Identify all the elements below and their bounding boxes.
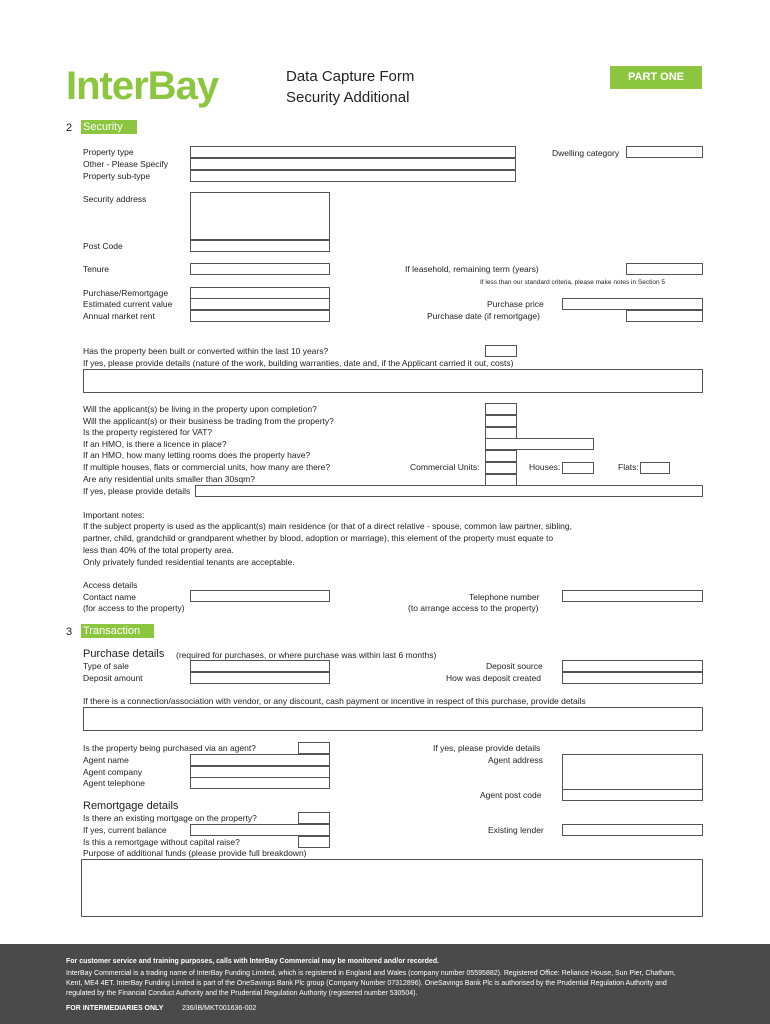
existing-lender-field[interactable] <box>562 824 703 836</box>
deposit-created-field[interactable] <box>562 672 703 684</box>
label-contact-name: Contact name <box>83 592 136 602</box>
answer-living[interactable] <box>485 403 517 415</box>
form-subtitle: Security Additional <box>286 89 410 106</box>
footer-code: 236/IB/MKT001636-002 <box>182 1005 257 1012</box>
label-purchase-date: Purchase date (if remortgage) <box>427 311 540 321</box>
tenure-field[interactable] <box>190 263 330 275</box>
contact-name-field[interactable] <box>190 590 330 602</box>
purchase-details-heading: Purchase details <box>83 648 165 660</box>
dwelling-category-field[interactable] <box>626 146 703 158</box>
label-connection-question: If there is a connection/association with vendor, or any discount, cash payment or incentive in respect of this purchase, provide details <box>83 696 586 706</box>
section-number: 3 <box>66 626 73 638</box>
security-address-field[interactable] <box>190 192 330 240</box>
question-living: Will the applicant(s) be living in the property upon completion? <box>83 404 317 414</box>
agent-name-field[interactable] <box>190 754 330 766</box>
section-heading-transaction: Transaction <box>81 624 154 638</box>
estimated-value-field[interactable] <box>190 298 330 310</box>
question-trading: Will the applicant(s) or their business be trading from the property? <box>83 416 334 426</box>
other-specify-field[interactable] <box>190 158 516 170</box>
label-purchase-price: Purchase price <box>487 299 544 309</box>
question-hmo-licence: If an HMO, is there a licence in place? <box>83 439 227 449</box>
current-balance-field[interactable] <box>190 824 330 836</box>
label-built-question: Has the property been built or converted within the last 10 years? <box>83 346 329 356</box>
label-agent-post-code: Agent post code <box>480 790 542 800</box>
footer-recording-notice: For customer service and training purposes, calls with InterBay Commercial may be monitored and/or recorded. <box>66 958 440 965</box>
answer-trading[interactable] <box>485 415 517 427</box>
label-commercial-units: Commercial Units: <box>410 462 480 472</box>
question-small-units: Are any residential units smaller than 30sqm? <box>83 474 255 484</box>
houses-field[interactable] <box>562 462 594 474</box>
purchase-price-field[interactable] <box>562 298 703 310</box>
remortgage-details-heading: Remortgage details <box>83 800 179 812</box>
label-flats: Flats: <box>618 462 639 472</box>
purchase-date-field[interactable] <box>626 310 703 322</box>
important-note-line: less than 40% of the total property area. <box>83 545 234 555</box>
capital-raise-field[interactable] <box>298 836 330 848</box>
contact-name-note: (for access to the property) <box>83 603 185 613</box>
deposit-source-field[interactable] <box>562 660 703 672</box>
section-heading-security: Security <box>81 120 137 134</box>
answer-hmo-licence[interactable] <box>485 438 594 450</box>
telephone-field[interactable] <box>562 590 703 602</box>
label-existing-mortgage: Is there an existing mortgage on the property? <box>83 813 257 823</box>
label-post-code: Post Code <box>83 241 123 251</box>
label-property-type: Property type <box>83 147 134 157</box>
label-access-details: Access details <box>83 580 138 590</box>
flats-field[interactable] <box>640 462 670 474</box>
label-dwelling-category: Dwelling category <box>552 148 620 158</box>
label-houses: Houses: <box>529 462 561 472</box>
question-small-units-details: If yes, please provide details <box>83 486 191 496</box>
leasehold-term-field[interactable] <box>626 263 703 275</box>
built-answer-field[interactable] <box>485 345 517 357</box>
purchase-details-note: (required for purchases, or where purchase was within last 6 months) <box>176 650 437 660</box>
commercial-units-field[interactable] <box>485 462 517 474</box>
question-vat: Is the property registered for VAT? <box>83 427 213 437</box>
label-agent-company: Agent company <box>83 767 143 777</box>
built-details-field[interactable] <box>83 369 703 393</box>
existing-mortgage-field[interactable] <box>298 812 330 824</box>
important-notes-title: Important notes: <box>83 510 145 520</box>
footer-legal-line: Kent, ME4 4ET. InterBay Funding Limited is part of the OneSavings Bank Plc group (Company Number 07312896). OneSavings Bank Plc is authorised by the Prudential Regulation Authority and <box>66 980 667 987</box>
deposit-amount-field[interactable] <box>190 672 330 684</box>
annual-rent-field[interactable] <box>190 310 330 322</box>
type-of-sale-field[interactable] <box>190 660 330 672</box>
section-number: 2 <box>66 122 73 134</box>
label-existing-lender: Existing lender <box>488 825 544 835</box>
label-agent-if-yes: If yes, please provide details <box>433 743 541 753</box>
footer-intermediaries: FOR INTERMEDIARIES ONLY <box>66 1005 164 1012</box>
property-subtype-field[interactable] <box>190 170 516 182</box>
label-leasehold-term: If leasehold, remaining term (years) <box>405 264 539 274</box>
connection-details-field[interactable] <box>83 707 703 731</box>
label-deposit-created: How was deposit created <box>446 673 541 683</box>
answer-hmo-rooms[interactable] <box>485 450 517 462</box>
label-agent-telephone: Agent telephone <box>83 778 145 788</box>
via-agent-field[interactable] <box>298 742 330 754</box>
purpose-funds-field[interactable] <box>81 859 703 917</box>
label-current-balance: If yes, current balance <box>83 825 167 835</box>
agent-address-field[interactable] <box>562 754 703 790</box>
question-multiple-units: If multiple houses, flats or commercial units, how many are there? <box>83 462 331 472</box>
question-hmo-rooms: If an HMO, how many letting rooms does the property have? <box>83 450 311 460</box>
label-telephone: Telephone number <box>469 592 540 602</box>
label-estimated-value: Estimated current value <box>83 299 173 309</box>
label-built-details: If yes, please provide details (nature of the work, building warranties, date and, if the Applicant carried it out, costs) <box>83 358 514 368</box>
label-type-of-sale: Type of sale <box>83 661 129 671</box>
footer-legal-line: InterBay Commercial is a trading name of InterBay Funding Limited, which is registered in England and Wales (company number 05595882). Registered Office: Reliance House, Sun Pier, Chatham, <box>66 970 676 977</box>
important-note-line: If the subject property is used as the applicant(s) main residence (or that of a direct relative - spouse, common law partner, sibling, <box>83 521 572 531</box>
label-capital-raise: Is this a remortgage without capital raise? <box>83 837 240 847</box>
label-other-specify: Other - Please Specify <box>83 159 169 169</box>
important-note-line: Only privately funded residential tenants are acceptable. <box>83 557 295 567</box>
label-via-agent: Is the property being purchased via an agent? <box>83 743 256 753</box>
footer <box>0 944 770 1024</box>
agent-telephone-field[interactable] <box>190 777 330 789</box>
label-purchase-remortgage: Purchase/Remortgage <box>83 288 169 298</box>
part-badge: PART ONE <box>610 66 702 89</box>
label-security-address: Security address <box>83 194 147 204</box>
agent-post-code-field[interactable] <box>562 789 703 801</box>
leasehold-note: If less than our standard criteria, please make notes in Section 5 <box>480 279 665 286</box>
small-units-details-field[interactable] <box>195 485 703 497</box>
footer-legal-line: regulated by the Financial Conduct Authority and the Prudential Regulation Authority (registered number 530504). <box>66 990 418 997</box>
form-title: Data Capture Form <box>286 68 415 85</box>
label-annual-rent: Annual market rent <box>83 311 155 321</box>
label-deposit-amount: Deposit amount <box>83 673 143 683</box>
label-tenure: Tenure <box>83 264 109 274</box>
label-agent-name: Agent name <box>83 755 129 765</box>
interbay-logo: InterBay <box>66 64 219 108</box>
label-property-subtype: Property sub-type <box>83 171 151 181</box>
property-type-field[interactable] <box>190 146 516 158</box>
telephone-note: (to arrange access to the property) <box>408 603 539 613</box>
label-purpose-funds: Purpose of additional funds (please provide full breakdown) <box>83 848 307 858</box>
label-agent-address: Agent address <box>488 755 543 765</box>
post-code-field[interactable] <box>190 240 330 252</box>
label-deposit-source: Deposit source <box>486 661 543 671</box>
important-note-line: partner, child, grandchild or grandparent whether by blood, adoption or marriage), this element of the property must equate to <box>83 533 554 543</box>
